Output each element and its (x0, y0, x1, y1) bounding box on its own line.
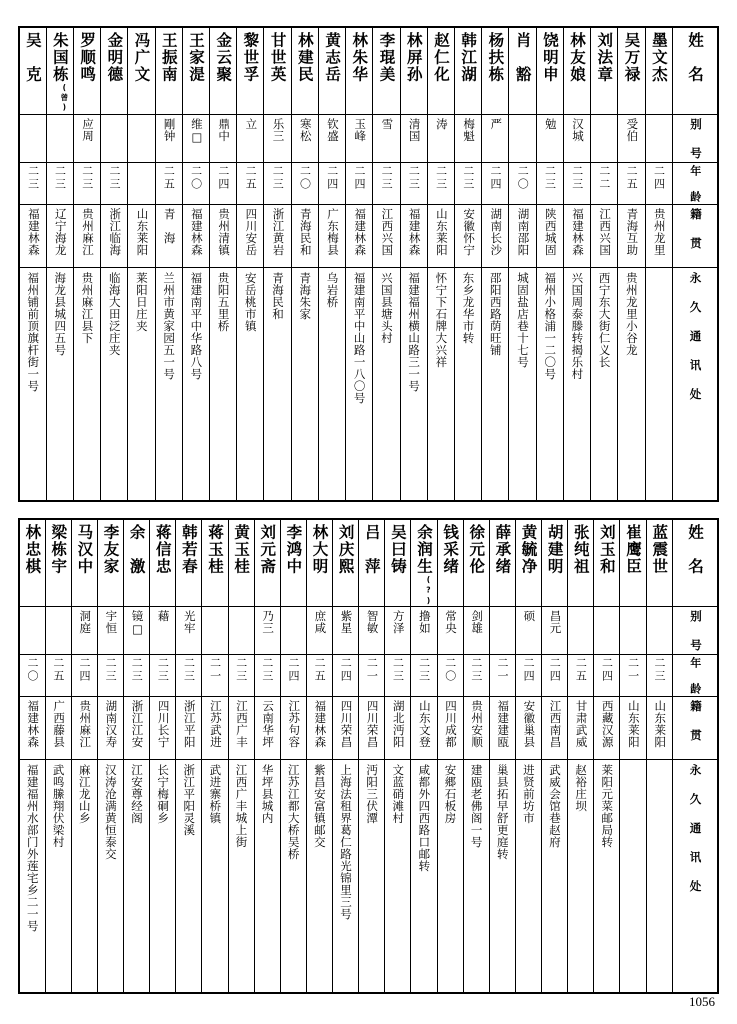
table-cell-age-0: 二〇 (19, 654, 45, 696)
table-cell-native-0: 福建林森 (19, 696, 45, 759)
table-cell-native-13: 四川荣昌 (359, 696, 385, 759)
table-cell-address-19: 进贤前坊市 (515, 759, 541, 993)
table-cell-address-2: 贵州麻江县下 (73, 267, 100, 501)
table-cell-native-7: 江苏武进 (202, 696, 228, 759)
table-cell-address-5: 兰州市黄家园五一号 (155, 267, 182, 501)
table-cell-age-10: 二四 (280, 654, 306, 696)
table-cell-native-13: 江西兴国 (373, 204, 400, 267)
table-cell-alias-0 (19, 607, 45, 655)
table-cell-alias-21 (591, 115, 618, 163)
table-cell-alias-12: 紫星 (333, 607, 359, 655)
table-cell-name-22: 吴万禄 (618, 27, 645, 115)
table-cell-age-19: 二四 (515, 654, 541, 696)
table-cell-age-1: 二五 (45, 654, 71, 696)
table-cell-name-18: 薛承绪 (489, 519, 515, 607)
table-cell-native-21: 江西兴国 (591, 204, 618, 267)
table-cell-address-13: 兴国县塘头村 (373, 267, 400, 501)
table-cell-address-22: 贵州龙里小谷龙 (618, 267, 645, 501)
table-cell-alias-14: 清国 (400, 115, 427, 163)
table-cell-name-5: 蒋信忠 (150, 519, 176, 607)
table-cell-alias-3 (101, 115, 128, 163)
roster-table-bottom (18, 518, 719, 994)
table-cell-age-6: 二三 (176, 654, 202, 696)
table-cell-alias-19: 勉 (536, 115, 563, 163)
table-cell-alias-6: 维□ (182, 115, 209, 163)
table-cell-address-15: 怀宁下石牌大兴祥 (427, 267, 454, 501)
table-cell-native-21: 甘肃武威 (568, 696, 594, 759)
table-cell-alias-4 (128, 115, 155, 163)
row-header-age: 年 龄 (673, 654, 719, 696)
table-cell-age-16: 二三 (455, 162, 482, 204)
table-cell-age-3: 二三 (101, 162, 128, 204)
table-cell-age-2: 二四 (71, 654, 97, 696)
table-cell-age-24: 二三 (646, 654, 673, 696)
table-cell-name-4: 余 激 (124, 519, 150, 607)
table-cell-age-4 (128, 162, 155, 204)
table-cell-address-8: 江西广丰城上街 (228, 759, 254, 993)
table-cell-address-21: 赵裕庄坝 (568, 759, 594, 993)
table-cell-alias-7 (202, 607, 228, 655)
table-cell-native-3: 浙江临海 (101, 204, 128, 267)
roster-table-top (18, 26, 719, 502)
table-cell-alias-6: 光牢 (176, 607, 202, 655)
table-cell-address-7: 武进寨桥镇 (202, 759, 228, 993)
table-cell-name-10: 林建民 (291, 27, 318, 115)
table-cell-name-20: 林友娘 (563, 27, 590, 115)
table-cell-alias-10 (280, 607, 306, 655)
table-cell-alias-17: 严 (482, 115, 509, 163)
table-cell-address-22: 莱阳元菜邮局转 (594, 759, 620, 993)
table-cell-name-21: 刘法章 (591, 27, 618, 115)
table-cell-native-4: 山东莱阳 (128, 204, 155, 267)
table-cell-name-21: 张纯祖 (568, 519, 594, 607)
table-cell-alias-4: 镜□ (124, 607, 150, 655)
table-cell-name-13: 吕 萍 (359, 519, 385, 607)
table-cell-native-4: 浙江江安 (124, 696, 150, 759)
table-cell-address-1: 武鸣縢翔伏梁村 (45, 759, 71, 993)
table-cell-address-16: 安郷石板房 (437, 759, 463, 993)
table-cell-age-23: 二四 (645, 162, 672, 204)
table-cell-name-16: 钱采绪 (437, 519, 463, 607)
name-annotation: (?) (423, 574, 433, 606)
table-cell-alias-2: 应周 (73, 115, 100, 163)
table-cell-name-14: 吴曰铸 (385, 519, 411, 607)
table-cell-native-3: 湖南汉寿 (97, 696, 123, 759)
table-cell-age-20: 二三 (563, 162, 590, 204)
table-cell-address-9: 青海民和 (264, 267, 291, 501)
table-cell-age-7: 二一 (202, 654, 228, 696)
table-cell-address-24 (646, 759, 673, 993)
table-cell-name-0: 林忠棋 (19, 519, 45, 607)
table-cell-address-7: 贵阳五里桥 (210, 267, 237, 501)
table-cell-name-12: 林朱华 (346, 27, 373, 115)
table-cell-native-8: 四川安岳 (237, 204, 264, 267)
table-cell-native-6: 浙江平阳 (176, 696, 202, 759)
table-cell-name-23: 崔鹰臣 (620, 519, 646, 607)
table-cell-name-19: 饶明申 (536, 27, 563, 115)
table-cell-name-15: 余润生(?) (411, 519, 437, 607)
table-cell-name-17: 杨扶栋 (482, 27, 509, 115)
table-cell-alias-16: 常央 (437, 607, 463, 655)
table-cell-address-10: 江苏江都大桥吴桥 (280, 759, 306, 993)
table-cell-address-18: 巢县拓早舒更庭转 (489, 759, 515, 993)
table-cell-name-24: 蓝震世 (646, 519, 673, 607)
table-cell-name-17: 徐元伦 (463, 519, 489, 607)
table-cell-age-10: 二〇 (291, 162, 318, 204)
table-cell-name-6: 韩若春 (176, 519, 202, 607)
table-cell-address-17: 建瓯老佛阁一号 (463, 759, 489, 993)
row-header-age: 年 龄 (673, 162, 719, 204)
table-row-alias (19, 607, 718, 655)
table-cell-name-20: 胡建明 (542, 519, 568, 607)
table-cell-name-15: 赵仁化 (427, 27, 454, 115)
table-cell-name-16: 韩江湖 (455, 27, 482, 115)
table-cell-age-14: 二三 (385, 654, 411, 696)
table-cell-age-2: 二三 (73, 162, 100, 204)
table-cell-native-20: 江西南昌 (542, 696, 568, 759)
table-cell-alias-21 (568, 607, 594, 655)
table-cell-name-8: 黎世孚 (237, 27, 264, 115)
table-cell-age-20: 二四 (542, 654, 568, 696)
table-cell-native-9: 云南华坪 (254, 696, 280, 759)
table-cell-address-23 (620, 759, 646, 993)
table-cell-name-23: 墨文杰 (645, 27, 672, 115)
table-cell-address-14: 文蓝硝滩村 (385, 759, 411, 993)
table-row-age (19, 162, 718, 204)
table-cell-alias-18 (509, 115, 536, 163)
table-cell-alias-5: 藉 (150, 607, 176, 655)
table-cell-alias-15: 涛 (427, 115, 454, 163)
table-cell-address-3: 临海大田泛庄夹 (101, 267, 128, 501)
table-cell-alias-22: 受伯 (618, 115, 645, 163)
table-cell-age-13: 二一 (359, 654, 385, 696)
table-cell-alias-9: 乃三 (254, 607, 280, 655)
table-cell-name-14: 林屏孙 (400, 27, 427, 115)
table-cell-native-9: 浙江黄岩 (264, 204, 291, 267)
table-cell-name-10: 李鸿中 (280, 519, 306, 607)
table-cell-alias-23 (645, 115, 672, 163)
table-cell-address-0: 福建福州水部门外莲宅乡二一号 (19, 759, 45, 993)
row-header-native: 籍 贯 (673, 204, 719, 267)
table-cell-alias-10: 寒松 (291, 115, 318, 163)
table-cell-age-21: 二五 (568, 654, 594, 696)
table-cell-address-12: 福建南平中山路一八〇号 (346, 267, 373, 501)
table-cell-alias-9: 乐三 (264, 115, 291, 163)
table-cell-native-14: 湖北沔阳 (385, 696, 411, 759)
table-cell-address-10: 青海朱家 (291, 267, 318, 501)
row-header-name: 姓 名 (673, 27, 719, 115)
table-cell-native-16: 四川成都 (437, 696, 463, 759)
table-cell-alias-13: 雪 (373, 115, 400, 163)
table-cell-address-3: 汉涛沧满黄恒泰交 (97, 759, 123, 993)
table-cell-age-6: 二〇 (182, 162, 209, 204)
table-cell-address-13: 沔阳三伏潭 (359, 759, 385, 993)
table-cell-alias-8: 立 (237, 115, 264, 163)
table-cell-native-24: 山东莱阳 (646, 696, 673, 759)
table-cell-age-15: 二三 (411, 654, 437, 696)
table-cell-alias-0 (19, 115, 46, 163)
table-cell-native-14: 福建林森 (400, 204, 427, 267)
table-row-native (19, 204, 718, 267)
table-cell-age-18: 二一 (489, 654, 515, 696)
table-cell-alias-13: 智敏 (359, 607, 385, 655)
table-cell-native-23: 贵州龙里 (645, 204, 672, 267)
table-cell-native-6: 福建林森 (182, 204, 209, 267)
table-cell-age-17: 二三 (463, 654, 489, 696)
table-cell-name-13: 李琨美 (373, 27, 400, 115)
table-row-address (19, 267, 718, 501)
table-cell-address-21: 西宁东大街仁义长 (591, 267, 618, 501)
row-header-address: 永 久 通 讯 处 (673, 267, 719, 501)
table-cell-age-17: 二四 (482, 162, 509, 204)
table-cell-name-1: 梁栋宇 (45, 519, 71, 607)
table-cell-name-1: 朱国栋$^{(曾)}$ (46, 27, 73, 115)
table-cell-age-11: 二四 (318, 162, 345, 204)
table-cell-age-19: 二三 (536, 162, 563, 204)
table-cell-alias-20: 汉城 (563, 115, 590, 163)
table-cell-address-20: 兴国周泰滕转揭乐村 (563, 267, 590, 501)
table-cell-age-8: 二三 (228, 654, 254, 696)
table-cell-age-14: 二三 (400, 162, 427, 204)
table-cell-age-21: 二二 (591, 162, 618, 204)
table-cell-native-16: 安徽怀宁 (455, 204, 482, 267)
table-cell-native-5: 青 海 (155, 204, 182, 267)
table-cell-age-22: 二五 (618, 162, 645, 204)
table-cell-alias-3: 宇恒 (97, 607, 123, 655)
table-cell-alias-17: 剑雄 (463, 607, 489, 655)
table-cell-address-15: 咸都外四西路口邮转 (411, 759, 437, 993)
table-cell-age-22: 二四 (594, 654, 620, 696)
name-annotation: (曾) (59, 83, 69, 113)
table-row-alias (19, 115, 718, 163)
table-cell-age-9: 二三 (254, 654, 280, 696)
table-cell-native-7: 贵州清镇 (210, 204, 237, 267)
table-cell-native-10: 青海民和 (291, 204, 318, 267)
table-cell-address-1: 海龙县城四五号 (46, 267, 73, 501)
table-cell-age-12: 二四 (346, 162, 373, 204)
table-cell-name-3: 李友家 (97, 519, 123, 607)
table-cell-address-16: 东乡龙华市转 (455, 267, 482, 501)
table-cell-name-9: 甘世英 (264, 27, 291, 115)
row-header-alias: 别 号 (673, 607, 719, 655)
table-cell-address-6: 浙江平阳灵溪 (176, 759, 202, 993)
table-cell-native-19: 陕西城固 (536, 204, 563, 267)
table-cell-age-11: 二五 (306, 654, 332, 696)
table-cell-name-6: 王家湜 (182, 27, 209, 115)
table-cell-age-13: 二三 (373, 162, 400, 204)
table-cell-age-7: 二四 (210, 162, 237, 204)
table-cell-alias-12: 玉峰 (346, 115, 373, 163)
table-cell-alias-11: 庶咸 (306, 607, 332, 655)
table-row-name (19, 27, 718, 115)
table-cell-native-8: 江西广丰 (228, 696, 254, 759)
table-row-native (19, 696, 718, 759)
table-cell-native-10: 江苏句容 (280, 696, 306, 759)
table-cell-name-4: 冯广文 (128, 27, 155, 115)
table-cell-name-0: 吴 克 (19, 27, 46, 115)
table-cell-address-19: 福州小格浦一二〇号 (536, 267, 563, 501)
table-cell-name-7: 蒋玉桂 (202, 519, 228, 607)
table-cell-address-8: 安岳桃市镇 (237, 267, 264, 501)
table-cell-name-9: 刘元斋 (254, 519, 280, 607)
table-cell-native-23: 山东莱阳 (620, 696, 646, 759)
row-header-native: 籍 贯 (673, 696, 719, 759)
table-cell-native-19: 安徽巢县 (515, 696, 541, 759)
table-cell-alias-1 (45, 607, 71, 655)
table-cell-alias-16: 梅魁 (455, 115, 482, 163)
table-cell-name-11: 黄志岳 (318, 27, 345, 115)
table-cell-alias-1 (46, 115, 73, 163)
table-cell-native-22: 青海互助 (618, 204, 645, 267)
table-cell-native-2: 贵州麻江 (71, 696, 97, 759)
table-cell-native-17: 湖南长沙 (482, 204, 509, 267)
table-cell-address-0: 福州铺前顶旗杆街一号 (19, 267, 46, 501)
table-cell-native-15: 山东文登 (411, 696, 437, 759)
table-cell-alias-8 (228, 607, 254, 655)
table-cell-name-11: 林大明 (306, 519, 332, 607)
row-header-address: 永 久 通 讯 处 (673, 759, 719, 993)
table-cell-native-1: 辽宁海龙 (46, 204, 73, 267)
table-cell-native-15: 山东莱阳 (427, 204, 454, 267)
row-header-name: 姓 名 (673, 519, 719, 607)
table-cell-native-20: 福建林森 (563, 204, 590, 267)
table-cell-address-11: 乌岩桥 (318, 267, 345, 501)
table-cell-address-5: 长宁梅硐乡 (150, 759, 176, 993)
table-cell-age-18: 二〇 (509, 162, 536, 204)
table-cell-alias-7: 鼎中 (210, 115, 237, 163)
table-cell-address-6: 福建南平中华路八号 (182, 267, 209, 501)
table-cell-age-23: 二一 (620, 654, 646, 696)
table-cell-address-18: 城固盐店巷十七号 (509, 267, 536, 501)
table-cell-native-22: 西藏汉源 (594, 696, 620, 759)
table-cell-age-16: 二〇 (437, 654, 463, 696)
table-cell-address-20: 武威会馆巷赵府 (542, 759, 568, 993)
table-cell-native-12: 四川荣昌 (333, 696, 359, 759)
table-cell-alias-18 (489, 607, 515, 655)
table-row-age (19, 654, 718, 696)
table-cell-native-17: 贵州安顺 (463, 696, 489, 759)
table-row-name (19, 519, 718, 607)
table-cell-name-18: 肖 豁 (509, 27, 536, 115)
table-cell-address-23 (645, 267, 672, 501)
table-cell-native-12: 福建林森 (346, 204, 373, 267)
table-cell-native-0: 福建林森 (19, 204, 46, 267)
table-cell-age-1: 二三 (46, 162, 73, 204)
table-cell-age-15: 二三 (427, 162, 454, 204)
table-cell-native-11: 福建林森 (306, 696, 332, 759)
table-cell-age-8: 二五 (237, 162, 264, 204)
table-cell-name-2: 罗顺鸣 (73, 27, 100, 115)
table-cell-alias-2: 洞庭 (71, 607, 97, 655)
table-cell-alias-11: 钦盛 (318, 115, 345, 163)
row-header-alias: 别 号 (673, 115, 719, 163)
table-cell-alias-5: 剛钟 (155, 115, 182, 163)
table-cell-native-5: 四川长宁 (150, 696, 176, 759)
table-cell-native-2: 贵州麻江 (73, 204, 100, 267)
table-cell-address-11: 紫昌安富镇邮交 (306, 759, 332, 993)
table-cell-age-12: 二四 (333, 654, 359, 696)
table-cell-name-5: 王振南 (155, 27, 182, 115)
table-cell-address-2: 麻江龙山乡 (71, 759, 97, 993)
table-cell-alias-22 (594, 607, 620, 655)
table-cell-alias-20: 昌元 (542, 607, 568, 655)
table-cell-name-3: 金明德 (101, 27, 128, 115)
table-cell-address-14: 福建福州横山路三一号 (400, 267, 427, 501)
table-cell-name-19: 黄毓净 (515, 519, 541, 607)
table-cell-alias-24 (646, 607, 673, 655)
table-cell-age-4: 二三 (124, 654, 150, 696)
table-cell-name-8: 黄玉桂 (228, 519, 254, 607)
table-cell-alias-23 (620, 607, 646, 655)
table-cell-alias-19: 硕 (515, 607, 541, 655)
table-cell-age-9: 二三 (264, 162, 291, 204)
table-cell-age-5: 二三 (150, 654, 176, 696)
table-cell-address-17: 邵阳西路荫旺铺 (482, 267, 509, 501)
table-cell-name-2: 马汉中 (71, 519, 97, 607)
table-cell-name-12: 刘庆熙 (333, 519, 359, 607)
table-row-address (19, 759, 718, 993)
table-cell-native-1: 广西藤县 (45, 696, 71, 759)
table-cell-name-22: 刘玉和 (594, 519, 620, 607)
table-cell-address-12: 上海法租界葛仁路光锦里三号 (333, 759, 359, 993)
table-cell-native-11: 广东梅县 (318, 204, 345, 267)
table-cell-age-5: 二五 (155, 162, 182, 204)
table-cell-native-18: 湖南邵阳 (509, 204, 536, 267)
table-cell-address-4: 江安尊经阁 (124, 759, 150, 993)
table-cell-name-7: 金云聚 (210, 27, 237, 115)
table-cell-age-0: 二三 (19, 162, 46, 204)
table-cell-address-4: 莱阳日庄夹 (128, 267, 155, 501)
table-cell-alias-15: 撸如 (411, 607, 437, 655)
table-cell-native-18: 福建建瓯 (489, 696, 515, 759)
table-cell-age-3: 二三 (97, 654, 123, 696)
page-number: 1056 (689, 994, 715, 1009)
table-cell-address-9: 华坪县城内 (254, 759, 280, 993)
block-separator (18, 502, 719, 518)
table-cell-alias-14: 方泽 (385, 607, 411, 655)
